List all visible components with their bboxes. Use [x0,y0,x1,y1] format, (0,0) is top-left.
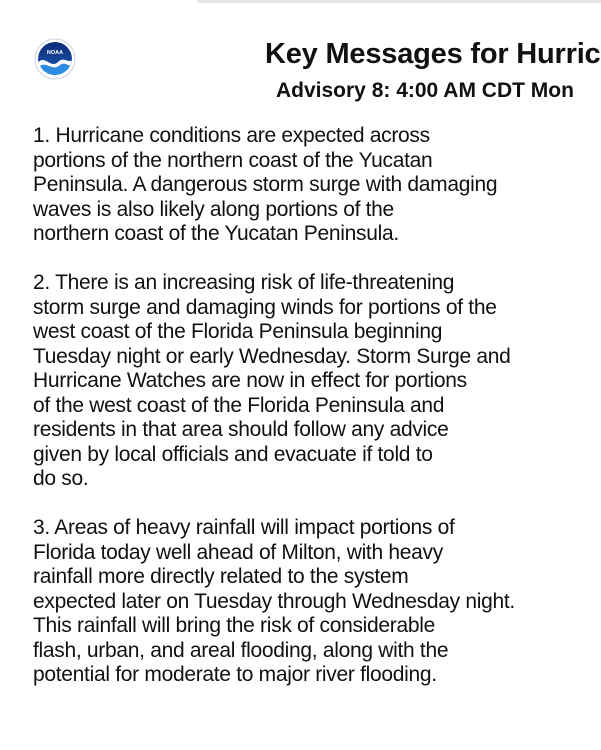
message-line: 3. Areas of heavy rainfall will impact portions of [33,516,455,539]
message-line: flash, urban, and areal flooding, along with the [33,638,449,662]
message-line: waves is also likely along portions of the [33,197,394,221]
message-line: of the west coast of the Florida Peninsula and [33,393,445,417]
message-line: This rainfall will bring the risk of considerable [33,614,435,637]
noaa-logo-icon [34,38,76,80]
key-message-3 [33,516,599,688]
message-line: 1. Hurricane conditions are expected across [33,124,430,147]
key-message-1 [33,124,599,247]
advisory-subtitle: Advisory 8: 4:00 AM CDT Mon [276,79,574,102]
message-line: Tuesday night or early Wednesday. Storm Surge and [33,344,511,368]
top-divider [198,0,601,3]
message-line: 2. There is an increasing risk of life-threatening [33,271,455,294]
message-line: expected later on Tuesday through Wednesday night. [33,589,515,613]
message-line: rainfall more directly related to the system [33,565,409,588]
message-line: residents in that area should follow any advice [33,418,449,441]
logo-text: NOAA [46,50,64,56]
message-line: Hurricane Watches are now in effect for portions [33,369,467,392]
message-line: Peninsula. A dangerous storm surge with damaging [33,173,498,196]
message-line: do so. [33,467,89,490]
message-line: potential for moderate to major river flooding. [33,663,437,686]
message-line: storm surge and damaging winds for portions of the [33,295,497,319]
message-line: given by local officials and evacuate if told to [33,442,433,466]
message-line: portions of the northern coast of the Yucatan [33,148,433,172]
message-line: west coast of the Florida Peninsula beginning [33,320,443,343]
page-title: Key Messages for Hurric [265,38,601,70]
key-messages [33,124,599,688]
message-line: northern coast of the Yucatan Peninsula. [33,222,399,245]
message-line: Florida today well ahead of Milton, with heavy [33,540,443,564]
key-message-2 [33,271,599,492]
